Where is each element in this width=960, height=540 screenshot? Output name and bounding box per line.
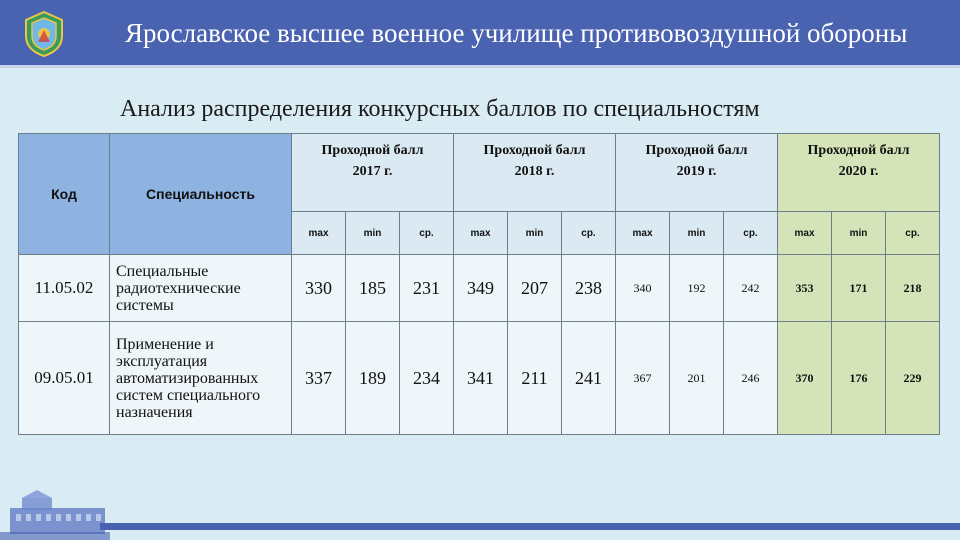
- scores-table: [18, 133, 940, 435]
- cell-2020-avg: 218: [886, 255, 940, 322]
- cell-2017-min: 185: [346, 255, 400, 322]
- year-label: Проходной балл: [807, 143, 910, 158]
- cell-2017-max: 337: [292, 322, 346, 435]
- cell-2018-avg: 241: [562, 322, 616, 435]
- sub-max: max: [778, 212, 832, 255]
- cell-2020-min: 171: [832, 255, 886, 322]
- sub-max: max: [616, 212, 670, 255]
- name-line: назначения: [116, 403, 193, 421]
- name-line: эксплуатация: [116, 352, 208, 370]
- sub-avg: ср.: [724, 212, 778, 255]
- header-year-2018: [454, 134, 616, 212]
- cell-2017-min: 189: [346, 322, 400, 435]
- year-value: 2019 г.: [676, 164, 717, 179]
- sub-avg: ср.: [562, 212, 616, 255]
- cell-2020-min: 176: [832, 322, 886, 435]
- cell-2017-avg: 234: [400, 322, 454, 435]
- slide-title: Анализ распределения конкурсных баллов по специальностям: [120, 96, 760, 122]
- header-bar: [0, 0, 960, 68]
- cell-2020-avg: 229: [886, 322, 940, 435]
- year-label: Проходной балл: [321, 143, 424, 158]
- header-year-2017: [292, 134, 454, 212]
- cell-2018-min: 211: [508, 322, 562, 435]
- year-value: 2020 г.: [838, 164, 879, 179]
- cell-2017-max: 330: [292, 255, 346, 322]
- building-icon: [0, 488, 110, 540]
- name-line: автоматизированных: [116, 369, 259, 387]
- cell-2019-min: 192: [670, 255, 724, 322]
- sub-avg: ср.: [400, 212, 454, 255]
- cell-2018-min: 207: [508, 255, 562, 322]
- cell-2020-max: 370: [778, 322, 832, 435]
- name-line: системы: [116, 296, 174, 314]
- sub-max: max: [292, 212, 346, 255]
- header-year-2019: [616, 134, 778, 212]
- cell-2019-max: 340: [616, 255, 670, 322]
- cell-2019-avg: 246: [724, 322, 778, 435]
- row-code: 09.05.01: [19, 322, 110, 435]
- footer-line: [100, 523, 960, 530]
- name-line: Применение и: [116, 335, 214, 353]
- year-label: Проходной балл: [483, 143, 586, 158]
- table-row: [19, 255, 940, 322]
- cell-2018-max: 341: [454, 322, 508, 435]
- cell-2019-avg: 242: [724, 255, 778, 322]
- row-name: [110, 322, 292, 435]
- cell-2020-max: 353: [778, 255, 832, 322]
- cell-2019-min: 201: [670, 322, 724, 435]
- sub-min: min: [670, 212, 724, 255]
- sub-min: min: [508, 212, 562, 255]
- name-line: радиотехнические: [116, 279, 241, 297]
- cell-2018-avg: 238: [562, 255, 616, 322]
- row-code: 11.05.02: [19, 255, 110, 322]
- sub-avg: ср.: [886, 212, 940, 255]
- header-title: Ярославское высшее военное училище противовоздушной обороны: [125, 18, 908, 48]
- cell-2017-avg: 231: [400, 255, 454, 322]
- header-year-2020: [778, 134, 940, 212]
- year-value: 2018 г.: [514, 164, 555, 179]
- year-value: 2017 г.: [352, 164, 393, 179]
- header-code: Код: [19, 134, 110, 255]
- sub-min: min: [832, 212, 886, 255]
- year-label: Проходной балл: [645, 143, 748, 158]
- cell-2018-max: 349: [454, 255, 508, 322]
- emblem-icon: [22, 10, 66, 58]
- row-name: [110, 255, 292, 322]
- table-row: [19, 322, 940, 435]
- sub-min: min: [346, 212, 400, 255]
- sub-max: max: [454, 212, 508, 255]
- cell-2019-max: 367: [616, 322, 670, 435]
- header-specialty: Специальность: [110, 134, 292, 255]
- name-line: Специальные: [116, 262, 209, 280]
- name-line: систем специального: [116, 386, 261, 404]
